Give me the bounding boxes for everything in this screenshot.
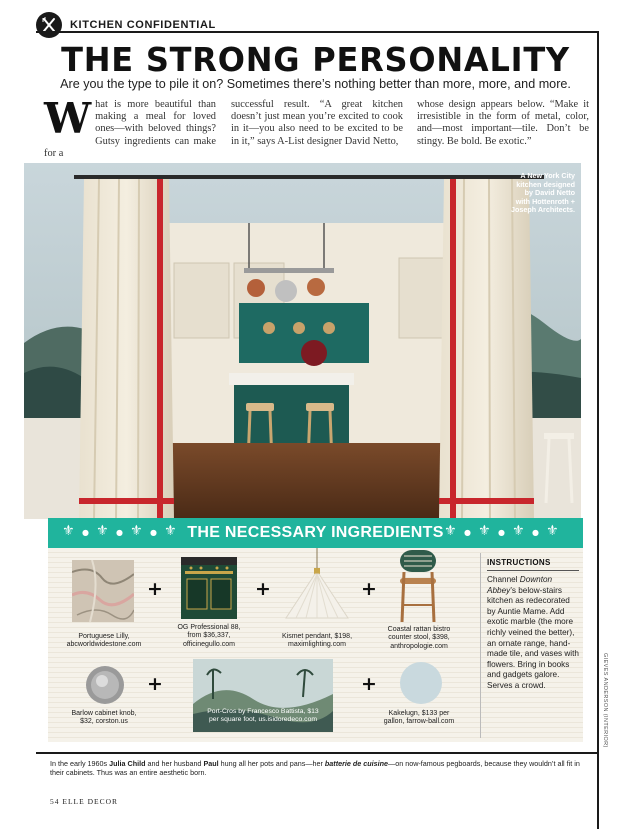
dot-ornament-icon: ● — [82, 528, 89, 537]
fleur-de-lis-icon: ⚜ — [546, 523, 559, 539]
fleur-de-lis-icon: ⚜ — [62, 523, 75, 539]
stool-caption: Coastal rattan bistro counter stool, $398, anthropologie.com — [387, 626, 451, 650]
photo-caption: A New York City kitchen designed by David Netto with Hottenroth + Joseph Architects. — [510, 171, 575, 215]
plus-icon: + — [147, 673, 163, 695]
body-column-1 — [44, 94, 216, 160]
wallpaper-caption: Port-Cros by Francesco Battista, $13 per square foot, us.isidoredeco.com — [207, 708, 319, 724]
photo-credit: GIEVES ANDERSON (INTERIOR) — [602, 653, 608, 748]
dot-ornament-icon: ● — [498, 528, 505, 537]
kitchen-photo — [24, 163, 581, 519]
article-title: THE STRONG PERSONALITY — [61, 40, 570, 79]
marble-caption: Portuguese Lilly, abcworldwidestone.com — [66, 633, 142, 649]
wallpaper-swatch — [193, 659, 333, 732]
section-label: KITCHEN CONFIDENTIAL — [70, 19, 216, 31]
plus-icon: + — [147, 578, 163, 600]
body-column-2: successful result. “A great kitchen doesn’t just mean you’re excited to cook in it—you also need to be excited to be in it,” says A-List designer David Netto, — [231, 99, 403, 147]
instructions-text: Channel Downton Abbey’s below-stairs kitchen as redecorated by Auntie Mame. Add exotic marble (the more richly veined the better), an ornate range, hand-made tile, and vases with flowers. Bring in books and gadgets galore. Serves a crowd. — [487, 575, 579, 690]
bottom-rule — [36, 752, 598, 754]
footnote: In the early 1960s Julia Child and her husband Paul hung all her pots and pans—her batterie de cuisine—on now-famous pegboards, because they wouldn’t all fit in their cabinets. Thus was an entire aesthetic born. — [50, 759, 580, 778]
cabinet-knob-image — [84, 664, 126, 706]
fleur-de-lis-icon: ⚜ — [478, 523, 491, 539]
plus-icon: + — [255, 578, 271, 600]
fork-knife-icon — [36, 12, 62, 38]
fleur-de-lis-icon: ⚜ — [130, 523, 143, 539]
range-caption: OG Professional 88, from $36,337, officinegullo.com — [177, 624, 241, 648]
instructions-title: INSTRUCTIONS — [487, 558, 579, 571]
ingredients-banner — [48, 518, 583, 548]
marble-swatch — [72, 560, 134, 622]
page-folio: 54 ELLE DECOR — [50, 797, 118, 806]
dot-ornament-icon: ● — [532, 528, 539, 537]
dot-ornament-icon: ● — [464, 528, 471, 537]
paint-swatch — [400, 662, 442, 704]
body-text-1: hat is more beautiful than making a meal for loved ones—with beloved things? Gutsy ingredients can make for a — [44, 99, 216, 159]
pendant-caption: Kismet pendant, $198, maximlighting.com — [281, 633, 353, 649]
stool-image — [396, 550, 440, 622]
dot-ornament-icon: ● — [150, 528, 157, 537]
pendant-lamp-image — [282, 548, 352, 620]
dot-ornament-icon: ● — [116, 528, 123, 537]
plus-icon: + — [361, 578, 377, 600]
article-dek: Are you the type to pile it on? Sometimes there’s nothing better than more, more, and more. — [60, 77, 571, 91]
plus-icon: + — [361, 673, 377, 695]
fleur-de-lis-icon: ⚜ — [444, 523, 457, 539]
instructions-box — [487, 558, 579, 692]
range-image — [181, 557, 237, 619]
instructions-divider — [480, 553, 481, 738]
knob-caption: Barlow cabinet knob, $32, corston.us — [71, 710, 137, 726]
drop-cap: W — [44, 94, 92, 143]
section-header — [36, 12, 596, 38]
paint-caption: Kakelugn, $133 per gallon, farrow-ball.com — [383, 710, 455, 726]
fleur-de-lis-icon: ⚜ — [512, 523, 525, 539]
ingredients-title: THE NECESSARY INGREDIENTS — [187, 524, 444, 541]
top-rule — [36, 31, 598, 33]
fleur-de-lis-icon: ⚜ — [96, 523, 109, 539]
fleur-de-lis-icon: ⚜ — [164, 523, 177, 539]
body-column-3: whose design appears below. “Make it irresistible in the form of metal, color, and—most important—tile. Don’t be stingy. Be bold. Be exotic.” — [417, 99, 589, 147]
